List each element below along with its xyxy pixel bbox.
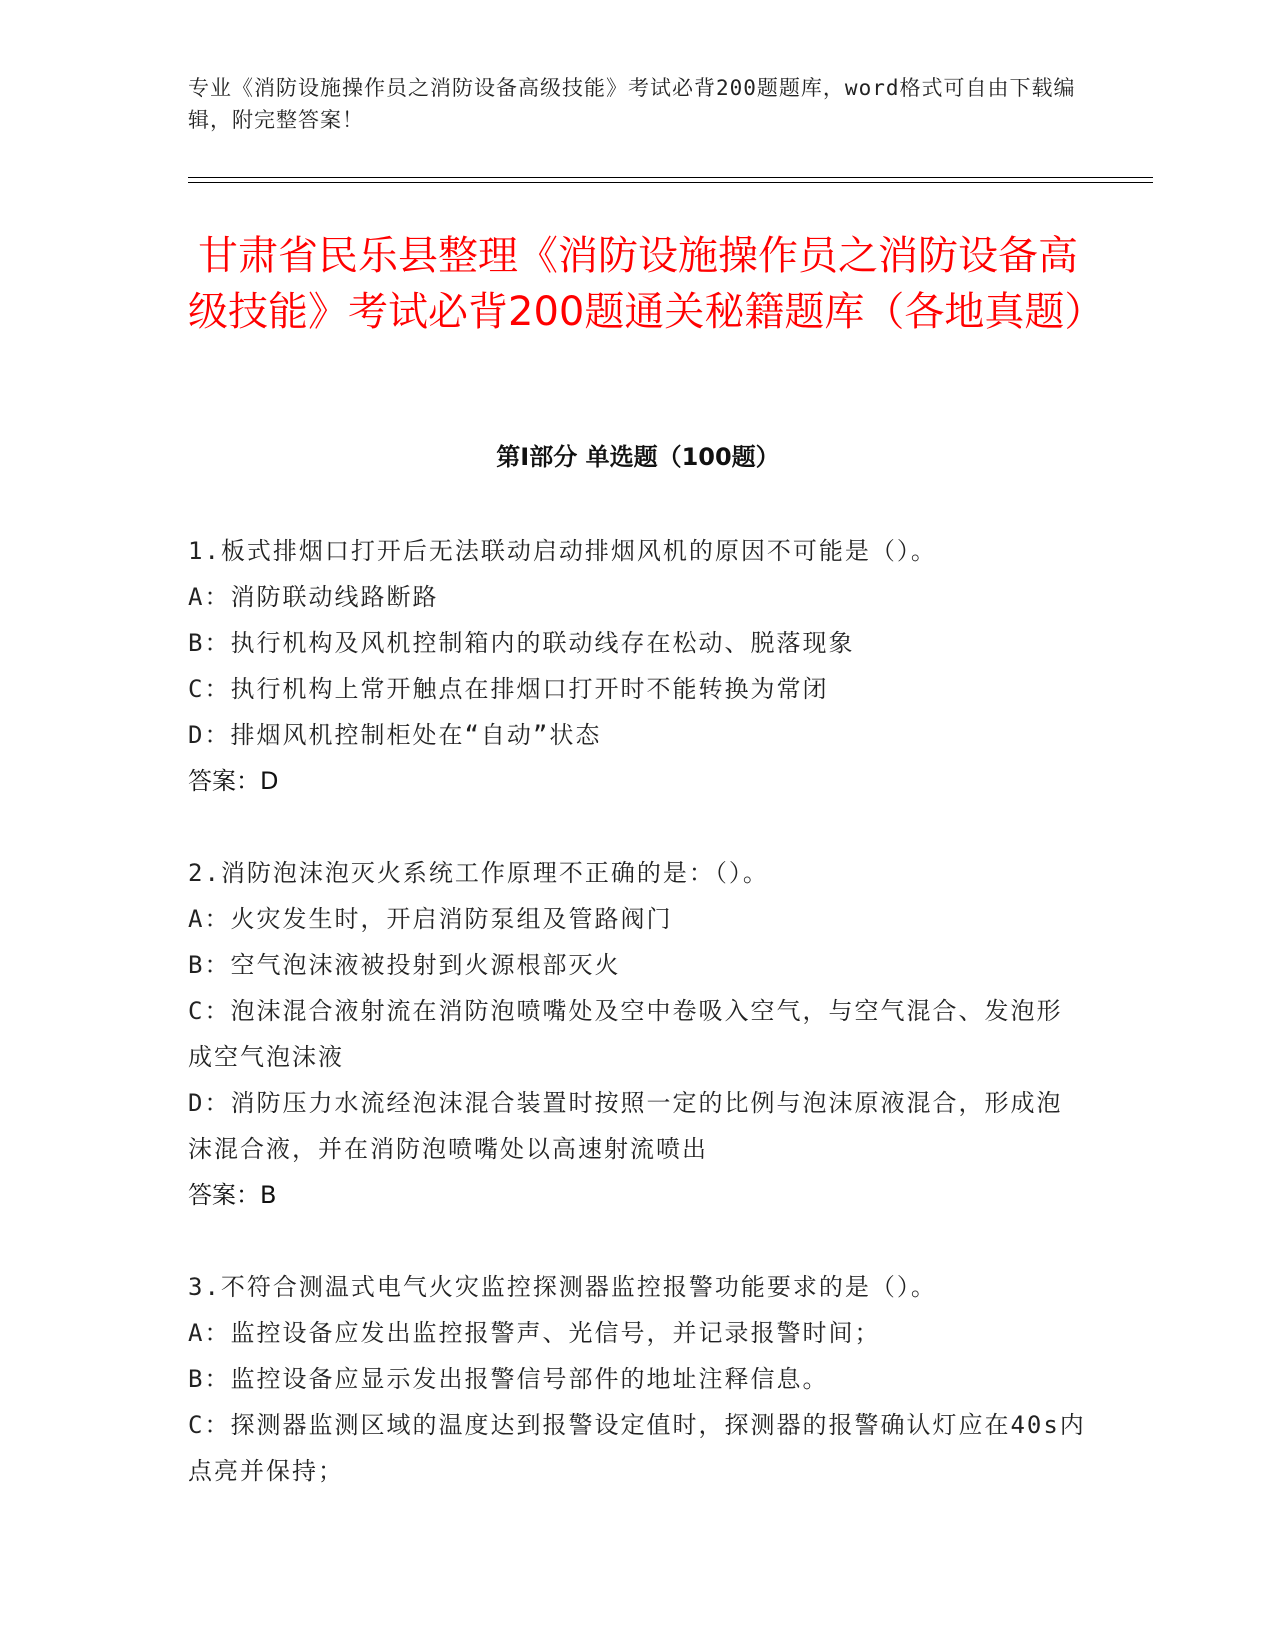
question-stem: 1.板式排烟口打开后无法联动启动排烟风机的原因不可能是（）。: [188, 537, 937, 565]
question-stem: 2.消防泡沫泡灭火系统工作原理不正确的是：（）。: [188, 859, 769, 887]
question-stem: 3.不符合测温式电气火灾监控探测器监控报警功能要求的是（）。: [188, 1273, 937, 1301]
option-b: B：执行机构及风机控制箱内的联动线存在松动、脱落现象: [188, 629, 855, 657]
option-a: A：消防联动线路断路: [188, 583, 439, 611]
question-3: [188, 1264, 1088, 1494]
option-a: A：火灾发生时，开启消防泵组及管路阀门: [188, 905, 673, 933]
option-c: C：泡沫混合液射流在消防泡喷嘴处及空中卷吸入空气，与空气混合、发泡形成空气泡沫液: [188, 997, 1063, 1071]
answer: 答案：B: [188, 1181, 277, 1209]
section-title: 第I部分 单选题（100题）: [496, 443, 780, 471]
question-list: [188, 528, 1088, 1540]
header-divider-bottom: [188, 182, 1153, 183]
question-1: [188, 528, 1088, 804]
answer: 答案：D: [188, 767, 279, 795]
option-b: B：监控设备应显示发出报警信号部件的地址注释信息。: [188, 1365, 829, 1393]
option-b: B：空气泡沫液被投射到火源根部灭火: [188, 951, 621, 979]
option-c: C：探测器监测区域的温度达到报警设定值时，探测器的报警确认灯应在40s内点亮并保持；: [188, 1411, 1086, 1485]
option-d: D：消防压力水流经泡沫混合装置时按照一定的比例与泡沫原液混合，形成泡沫混合液，并在消防泡喷嘴处以高速射流喷出: [188, 1089, 1063, 1163]
option-a: A：监控设备应发出监控报警声、光信号，并记录报警时间；: [188, 1319, 881, 1347]
header-note: 专业《消防设施操作员之消防设备高级技能》考试必背200题题库，word格式可自由下载编辑，附完整答案！: [188, 76, 1076, 132]
question-2: [188, 850, 1088, 1218]
option-d: D：排烟风机控制柜处在“自动”状态: [188, 721, 602, 749]
option-c: C：执行机构上常开触点在排烟口打开时不能转换为常闭: [188, 675, 829, 703]
header-divider-top: [188, 177, 1153, 178]
page-title: 甘肃省民乐县整理《消防设施操作员之消防设备高级技能》考试必背200题通关秘籍题库（各地真题）: [188, 233, 1105, 335]
